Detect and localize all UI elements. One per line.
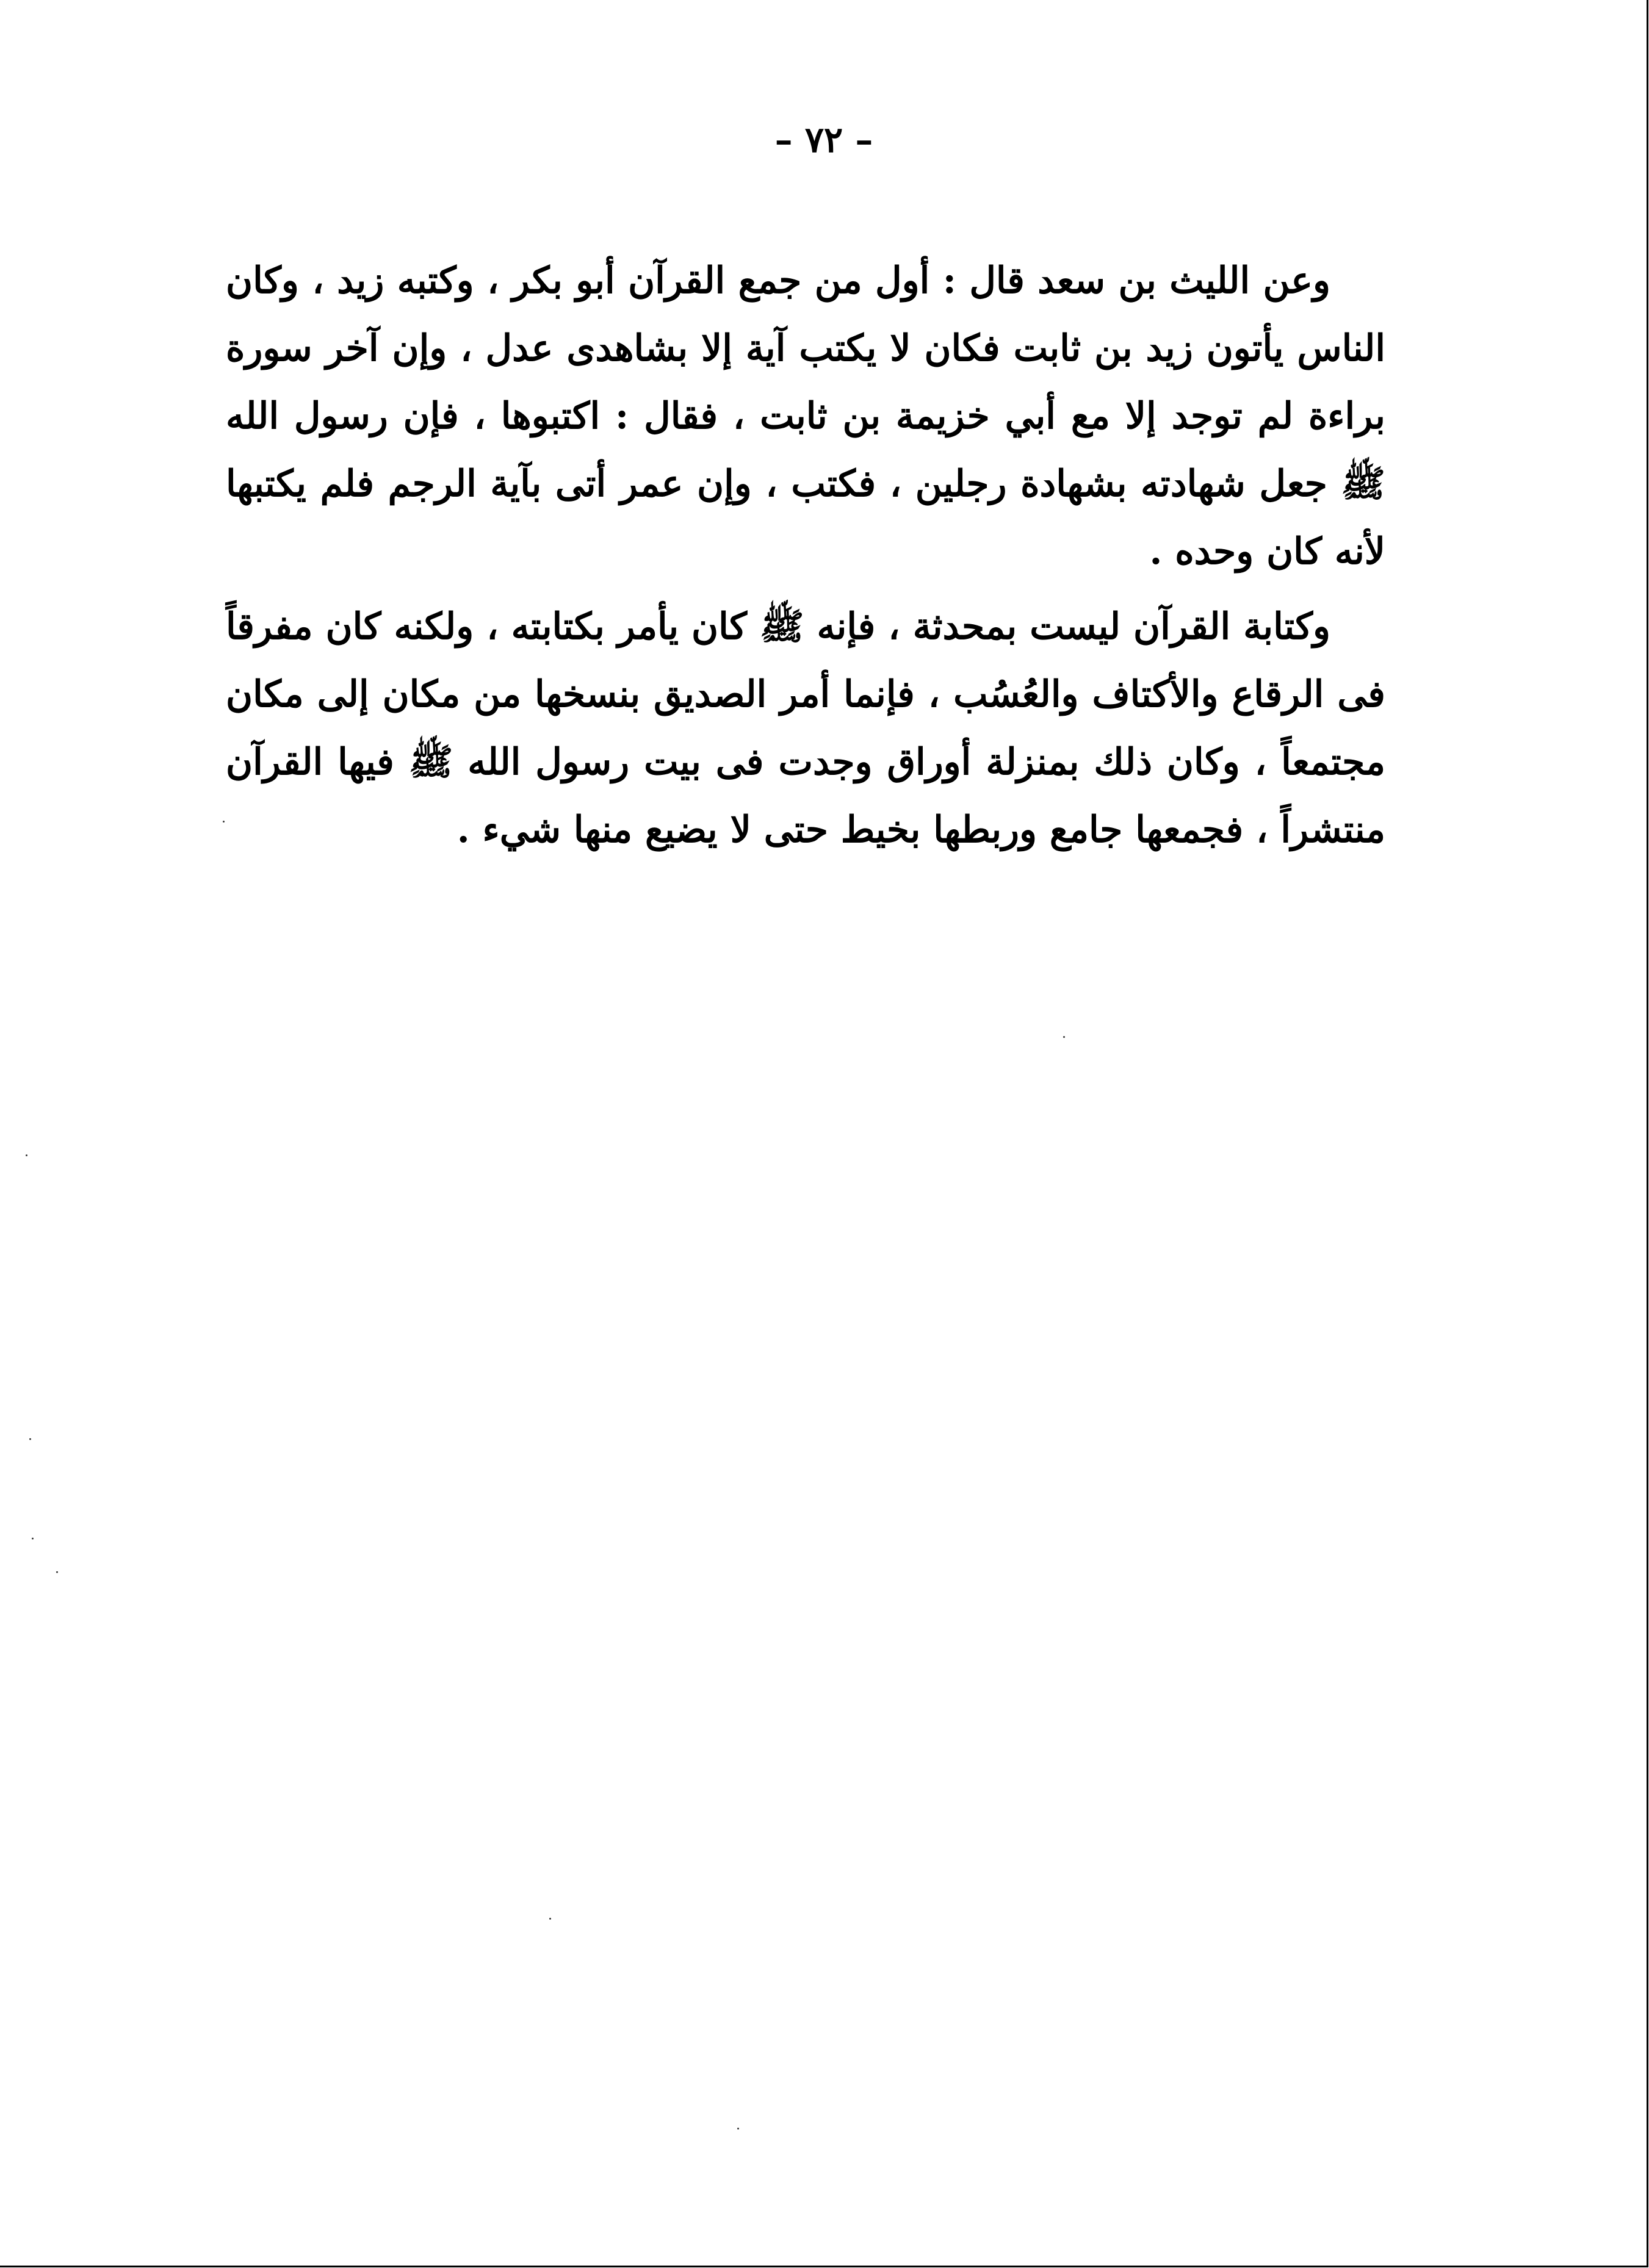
scan-speck — [32, 1538, 34, 1539]
paragraph-2: وكتابة القرآن ليست بمحدثة ، فإنه ﷺ كان يأمر بكتابته ، ولكنه كان مفرقاً فى الرقاع والأكتاف والعُسُب ، فإنما أمر الصديق بنسخها من مكان إلى مكان مجتمعاً ، وكان ذلك بمنزلة أوراق وجدت فى بيت رسول الله ﷺ فيها القرآن منتشراً ، فجمعها جامع وربطها بخيط حتى لا يضيع منها شيء . — [226, 605, 1386, 851]
scan-speck — [26, 1154, 27, 1156]
page-number: – ٧٢ – — [774, 119, 873, 160]
paragraph-1: وعن الليث بن سعد قال : أول من جمع القرآن أبو بكر ، وكتبه زيد ، وكان الناس يأتون زيد بن ثابت فكان لا يكتب آية إلا بشاهدى عدل ، وإن آخر سورة براءة لم توجد إلا مع أبي خزيمة بن ثابت ، فقال : اكتبوها ، فإن رسول الله ﷺ جعل شهادته بشهادة رجلين ، فكتب ، وإن عمر أتى بآية الرجم فلم يكتبها لأنه كان وحده . — [226, 259, 1385, 573]
scan-speck — [737, 2128, 739, 2129]
body-text — [226, 247, 1385, 864]
scan-speck — [549, 1918, 551, 1920]
scan-speck — [1063, 1036, 1065, 1038]
scan-speck — [29, 1438, 31, 1440]
scan-speck — [223, 821, 225, 823]
scan-speck — [56, 1571, 58, 1573]
